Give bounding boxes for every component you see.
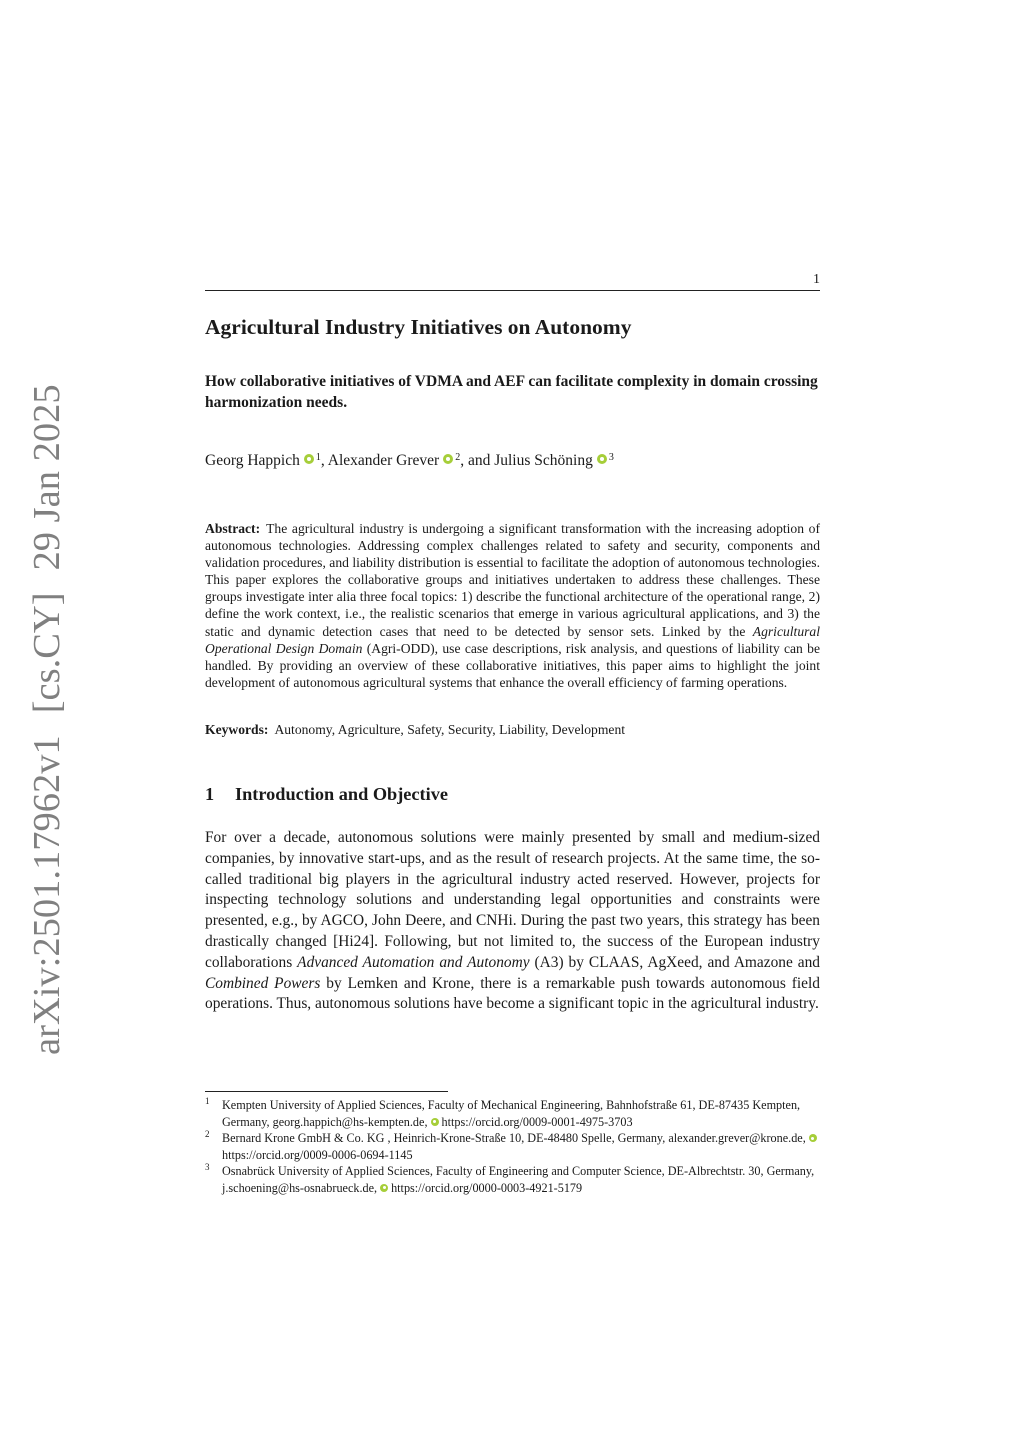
intro-emphasis: Combined Powers xyxy=(205,974,321,992)
keywords-label: Keywords: xyxy=(205,722,269,737)
footnote xyxy=(205,1097,823,1130)
paper-title: Agricultural Industry Initiatives on Autonomy xyxy=(205,315,632,339)
orcid-icon[interactable] xyxy=(431,1118,439,1126)
author-separator: , and xyxy=(460,452,495,469)
arxiv-category: [cs.CY] xyxy=(26,592,68,714)
keywords xyxy=(205,722,820,738)
author-name: Julius Schöning xyxy=(494,452,593,469)
orcid-link[interactable]: https://orcid.org/0000-0003-4921-5179 xyxy=(391,1180,583,1195)
orcid-icon[interactable] xyxy=(380,1184,388,1192)
intro-emphasis: Advanced Automation and Autonomy xyxy=(297,953,530,971)
author-name: Alexander Grever xyxy=(327,452,440,469)
footnote-rule xyxy=(205,1091,448,1092)
author-name: Georg Happich xyxy=(205,452,300,469)
arxiv-date: 29 Jan 2025 xyxy=(26,384,68,571)
paper-subtitle: How collaborative initiatives of VDMA and AEF can facilitate complexity in domain crossing harmonization needs. xyxy=(205,373,818,411)
orcid-link[interactable]: https://orcid.org/0009-0001-4975-3703 xyxy=(441,1114,633,1129)
header-rule xyxy=(205,290,820,291)
abstract-text: The agricultural industry is undergoing a significant transformation with the increasing adoption of autonomous technologies. Addressing complex challenges related to safety and security, components and validation procedures, and liability distribution is essential to facilitate the adoption of autonomous technologies. This paper explores the collaborative groups and initiatives undertaken to address these challenges. These groups investigate inter alia three focal topics: 1) describe the functional architecture of the operational range, 2) define the work context, i.e., the realistic scenarios that emerge in various agricultural applications, and 3) the static and dynamic detection cases that need to be detected by sensor sets. Linked by the xyxy=(205,521,820,639)
affiliation-mark: 2 xyxy=(455,452,461,463)
abstract-text: (Agri-ODD), use case descriptions, risk analysis, and questions of liability can be handled. By providing an overview of these collaborative initiatives, this paper aims to highlight the joint development of autonomous agricultural systems that enhance the overall efficiency of farming operations. xyxy=(205,640,820,690)
intro-paragraph xyxy=(205,828,820,1015)
footnote-mark: 2 xyxy=(205,1129,210,1139)
affiliation-mark: 1 xyxy=(315,452,321,463)
page-number: 1 xyxy=(813,272,820,287)
intro-text: For over a decade, autonomous solutions were mainly presented by small and medium-sized companies, by innovative start-ups, and as the result of research projects. At the same time, the so-called traditional big players in the agricultural industry acted reserved. However, projects for inspecting technology solutions and understanding legal opportunities and constraints were presented, e.g., by AGCO, John Deere, and CNHi. During the past two years, this strategy has been drastically changed [Hi24]. Following, but not limited to, the success of the European industry collaborations xyxy=(205,829,820,971)
footnote xyxy=(205,1130,823,1163)
keywords-text: Autonomy, Agriculture, Safety, Security, Liability, Development xyxy=(274,722,626,737)
affiliation-mark: 3 xyxy=(608,452,614,463)
footnote-text: Osnabrück University of Applied Sciences, Faculty of Engineering and Computer Science, DE-Albrechtstr. 30, Germany, j.schoening@hs-osnabrueck.de, xyxy=(222,1164,815,1195)
author-separator: , xyxy=(320,452,328,469)
section-title: Introduction and Objective xyxy=(235,784,448,804)
abstract xyxy=(205,520,820,691)
footnote-text: Kempten University of Applied Sciences, Faculty of Mechanical Engineering, Bahnhofstraße 61, DE-87435 Kempten, Germany, georg.happich@hs-kempten.de, xyxy=(222,1098,801,1129)
section-number: 1 xyxy=(205,784,215,804)
footnote xyxy=(205,1163,823,1196)
intro-text: (A3) by CLAAS, AgXeed, and Amazone and xyxy=(529,953,820,971)
footnote-text: Bernard Krone GmbH & Co. KG , Heinrich-Krone-Straße 10, DE-48480 Spelle, Germany, alexander.grever@krone.de, xyxy=(222,1131,806,1145)
arxiv-id: arXiv:2501.17962v1 xyxy=(26,735,68,1055)
section-heading xyxy=(205,784,820,805)
orcid-icon[interactable] xyxy=(597,454,607,464)
arxiv-stamp xyxy=(28,384,67,1055)
abstract-emphasis: Agricultural Operational Design Domain xyxy=(205,623,820,656)
abstract-label: Abstract: xyxy=(205,521,261,536)
intro-text: by Lemken and Krone, there is a remarkable push towards autonomous field operations. Thus, autonomous solutions have become a significant topic in the agricultural industry. xyxy=(205,974,820,1013)
orcid-icon[interactable] xyxy=(304,454,314,464)
orcid-icon[interactable] xyxy=(809,1134,817,1142)
footnote-mark: 3 xyxy=(205,1162,210,1172)
footnote-mark: 1 xyxy=(205,1096,210,1106)
author-line xyxy=(205,452,825,470)
orcid-link[interactable]: https://orcid.org/0009-0006-0694-1145 xyxy=(222,1147,413,1162)
orcid-icon[interactable] xyxy=(443,454,453,464)
